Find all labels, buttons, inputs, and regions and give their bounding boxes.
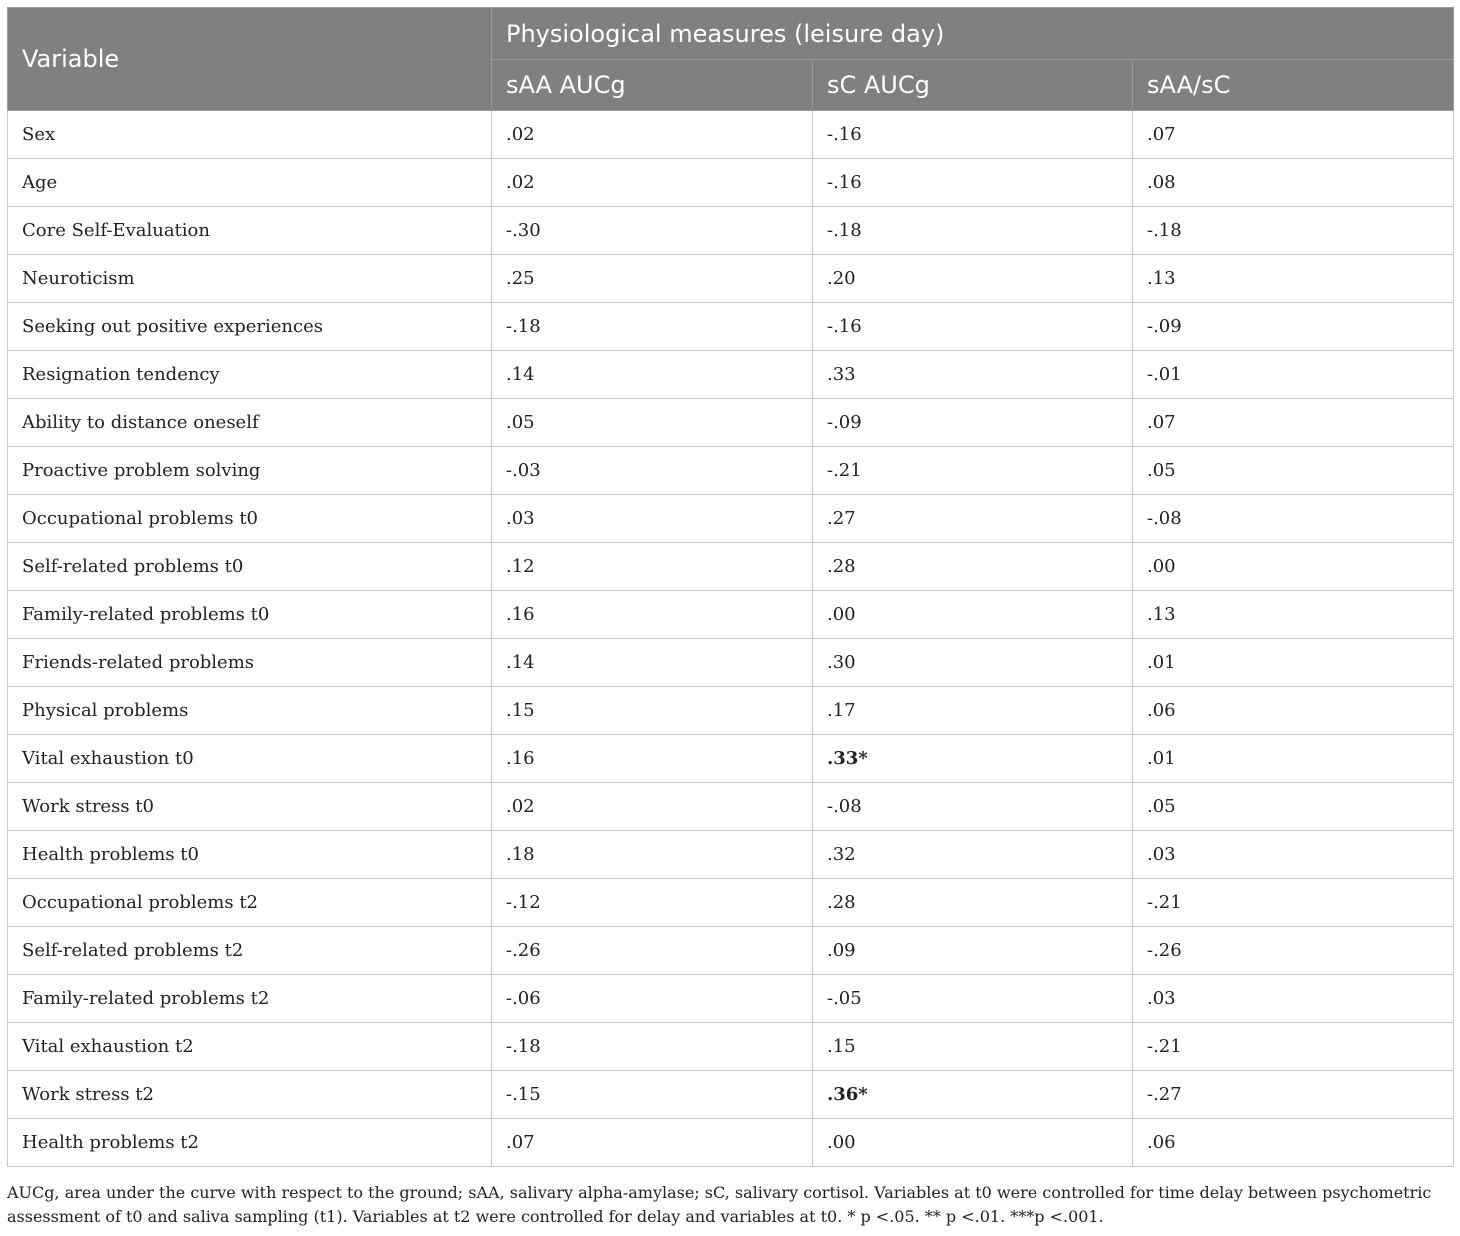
sc-aucg-cell: -.08 xyxy=(813,783,1133,831)
table-row xyxy=(8,1023,1454,1071)
table-row xyxy=(8,207,1454,255)
sc-aucg-cell: .36* xyxy=(813,1071,1133,1119)
variable-cell: Work stress t2 xyxy=(8,1071,492,1119)
sc-aucg-cell: -.05 xyxy=(813,975,1133,1023)
table-header xyxy=(8,8,1454,111)
table-row xyxy=(8,975,1454,1023)
variable-cell: Work stress t0 xyxy=(8,783,492,831)
table-row xyxy=(8,495,1454,543)
sc-aucg-cell: .00 xyxy=(813,591,1133,639)
saa-sc-ratio-cell: .01 xyxy=(1133,735,1454,783)
variable-cell: Physical problems xyxy=(8,687,492,735)
saa-sc-ratio-cell: .13 xyxy=(1133,591,1454,639)
variable-cell: Occupational problems t2 xyxy=(8,879,492,927)
table-row xyxy=(8,1071,1454,1119)
sc-aucg-cell: .17 xyxy=(813,687,1133,735)
table-row xyxy=(8,399,1454,447)
saa-sc-ratio-cell: .05 xyxy=(1133,447,1454,495)
sc-aucg-cell: -.16 xyxy=(813,303,1133,351)
saa-aucg-cell: .12 xyxy=(492,543,813,591)
saa-aucg-cell: .07 xyxy=(492,1119,813,1167)
saa-sc-ratio-cell: .05 xyxy=(1133,783,1454,831)
saa-aucg-cell: -.18 xyxy=(492,303,813,351)
column-header-saa-sc-ratio: sAA/sC xyxy=(1133,60,1454,111)
sc-aucg-cell: .27 xyxy=(813,495,1133,543)
sc-aucg-cell: .00 xyxy=(813,1119,1133,1167)
saa-sc-ratio-cell: .01 xyxy=(1133,639,1454,687)
saa-sc-ratio-cell: -.09 xyxy=(1133,303,1454,351)
saa-aucg-cell: -.26 xyxy=(492,927,813,975)
correlation-table xyxy=(7,7,1454,1167)
group-header: Physiological measures (leisure day) xyxy=(492,8,1454,60)
saa-sc-ratio-cell: .03 xyxy=(1133,831,1454,879)
saa-sc-ratio-cell: .03 xyxy=(1133,975,1454,1023)
table-row xyxy=(8,687,1454,735)
saa-aucg-cell: .02 xyxy=(492,783,813,831)
variable-column-header: Variable xyxy=(8,8,492,111)
variable-cell: Vital exhaustion t0 xyxy=(8,735,492,783)
variable-cell: Resignation tendency xyxy=(8,351,492,399)
table-row xyxy=(8,303,1454,351)
sc-aucg-cell: -.09 xyxy=(813,399,1133,447)
saa-sc-ratio-cell: .00 xyxy=(1133,543,1454,591)
variable-cell: Self-related problems t0 xyxy=(8,543,492,591)
saa-aucg-cell: .16 xyxy=(492,591,813,639)
table-row xyxy=(8,879,1454,927)
variable-cell: Proactive problem solving xyxy=(8,447,492,495)
saa-aucg-cell: -.12 xyxy=(492,879,813,927)
variable-cell: Age xyxy=(8,159,492,207)
table-row xyxy=(8,111,1454,159)
variable-cell: Family-related problems t0 xyxy=(8,591,492,639)
saa-sc-ratio-cell: .07 xyxy=(1133,399,1454,447)
correlation-table-container xyxy=(7,7,1453,1167)
variable-cell: Vital exhaustion t2 xyxy=(8,1023,492,1071)
variable-cell: Friends-related problems xyxy=(8,639,492,687)
sc-aucg-cell: .33 xyxy=(813,351,1133,399)
table-row xyxy=(8,639,1454,687)
saa-sc-ratio-cell: -.01 xyxy=(1133,351,1454,399)
table-body xyxy=(8,111,1454,1167)
saa-sc-ratio-cell: -.27 xyxy=(1133,1071,1454,1119)
sc-aucg-cell: -.16 xyxy=(813,111,1133,159)
table-row xyxy=(8,735,1454,783)
variable-cell: Ability to distance oneself xyxy=(8,399,492,447)
saa-aucg-cell: -.18 xyxy=(492,1023,813,1071)
table-row xyxy=(8,255,1454,303)
column-header-sc-aucg: sC AUCg xyxy=(813,60,1133,111)
table-row xyxy=(8,783,1454,831)
variable-cell: Self-related problems t2 xyxy=(8,927,492,975)
variable-cell: Health problems t0 xyxy=(8,831,492,879)
variable-cell: Health problems t2 xyxy=(8,1119,492,1167)
saa-aucg-cell: -.30 xyxy=(492,207,813,255)
table-row xyxy=(8,351,1454,399)
variable-cell: Family-related problems t2 xyxy=(8,975,492,1023)
saa-sc-ratio-cell: -.08 xyxy=(1133,495,1454,543)
saa-aucg-cell: .14 xyxy=(492,351,813,399)
saa-aucg-cell: -.06 xyxy=(492,975,813,1023)
sc-aucg-cell: .20 xyxy=(813,255,1133,303)
sc-aucg-cell: .33* xyxy=(813,735,1133,783)
saa-sc-ratio-cell: -.21 xyxy=(1133,879,1454,927)
saa-aucg-cell: .05 xyxy=(492,399,813,447)
table-footnote: AUCg, area under the curve with respect to the ground; sAA, salivary alpha-amylase; sC, salivary cortisol. Variables at t0 were controlled for time delay between psychometric assessment of t0 and saliva sampling (t1). Variables at t2 were controlled for delay and variables at t0. * p <.05. ** p <.01. ***p <.001. xyxy=(7,1183,1432,1226)
saa-sc-ratio-cell: -.21 xyxy=(1133,1023,1454,1071)
table-row xyxy=(8,591,1454,639)
sc-aucg-cell: -.18 xyxy=(813,207,1133,255)
saa-aucg-cell: .03 xyxy=(492,495,813,543)
saa-sc-ratio-cell: .07 xyxy=(1133,111,1454,159)
saa-sc-ratio-cell: -.26 xyxy=(1133,927,1454,975)
variable-cell: Core Self-Evaluation xyxy=(8,207,492,255)
table-row xyxy=(8,1119,1454,1167)
sc-aucg-cell: -.16 xyxy=(813,159,1133,207)
sc-aucg-cell: .28 xyxy=(813,879,1133,927)
saa-aucg-cell: .25 xyxy=(492,255,813,303)
column-header-saa-aucg: sAA AUCg xyxy=(492,60,813,111)
saa-aucg-cell: .02 xyxy=(492,159,813,207)
saa-aucg-cell: .16 xyxy=(492,735,813,783)
sc-aucg-cell: .28 xyxy=(813,543,1133,591)
variable-cell: Neuroticism xyxy=(8,255,492,303)
saa-sc-ratio-cell: .06 xyxy=(1133,687,1454,735)
sc-aucg-cell: .15 xyxy=(813,1023,1133,1071)
variable-cell: Occupational problems t0 xyxy=(8,495,492,543)
saa-sc-ratio-cell: .13 xyxy=(1133,255,1454,303)
table-row xyxy=(8,159,1454,207)
saa-aucg-cell: -.03 xyxy=(492,447,813,495)
saa-sc-ratio-cell: .06 xyxy=(1133,1119,1454,1167)
variable-cell: Sex xyxy=(8,111,492,159)
table-row xyxy=(8,447,1454,495)
table-row xyxy=(8,543,1454,591)
sc-aucg-cell: .30 xyxy=(813,639,1133,687)
saa-aucg-cell: .14 xyxy=(492,639,813,687)
saa-aucg-cell: .18 xyxy=(492,831,813,879)
variable-cell: Seeking out positive experiences xyxy=(8,303,492,351)
saa-aucg-cell: .15 xyxy=(492,687,813,735)
saa-aucg-cell: -.15 xyxy=(492,1071,813,1119)
sc-aucg-cell: .32 xyxy=(813,831,1133,879)
sc-aucg-cell: -.21 xyxy=(813,447,1133,495)
saa-sc-ratio-cell: .08 xyxy=(1133,159,1454,207)
saa-aucg-cell: .02 xyxy=(492,111,813,159)
saa-sc-ratio-cell: -.18 xyxy=(1133,207,1454,255)
sc-aucg-cell: .09 xyxy=(813,927,1133,975)
table-row xyxy=(8,831,1454,879)
table-row xyxy=(8,927,1454,975)
